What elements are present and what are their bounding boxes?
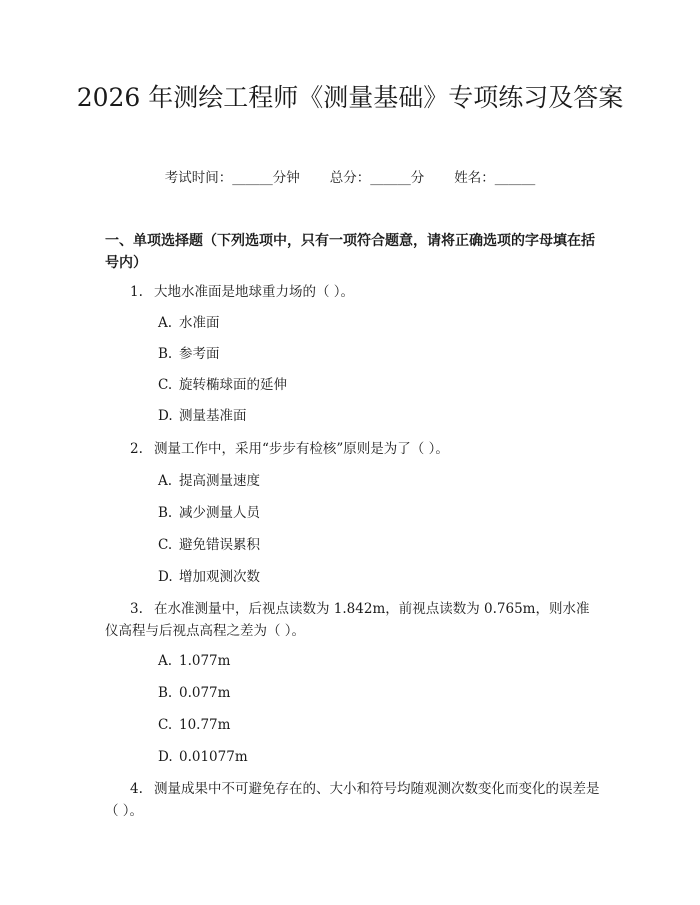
exam-meta bbox=[0, 168, 700, 188]
option-2d bbox=[158, 567, 598, 587]
question-3 bbox=[105, 598, 600, 642]
option-letter: B. bbox=[158, 505, 173, 521]
question-text: 大地水准面是地球重力场的（ ）。 bbox=[154, 284, 355, 300]
option-text: 水准面 bbox=[179, 315, 220, 331]
candidate-name: 姓名：______ bbox=[454, 170, 536, 186]
option-3c bbox=[158, 715, 598, 735]
option-letter: D. bbox=[158, 569, 173, 585]
question-text: 测量成果中不可避免存在的、大小和符号均随观测次数变化而变化的误差是（ ）。 bbox=[105, 781, 600, 819]
option-letter: D. bbox=[158, 408, 173, 424]
option-letter: A. bbox=[158, 653, 173, 669]
option-text: 避免错误累积 bbox=[179, 537, 260, 553]
option-3b bbox=[158, 683, 598, 703]
option-letter: A. bbox=[158, 473, 173, 489]
option-letter: C. bbox=[158, 537, 173, 553]
question-number: 4. bbox=[130, 781, 143, 797]
question-number: 1. bbox=[130, 284, 143, 300]
question-text: 测量工作中，采用“步步有检核”原则是为了（ ）。 bbox=[154, 441, 449, 457]
option-letter: C. bbox=[158, 717, 173, 733]
option-text: 0.01077m bbox=[179, 749, 248, 765]
section-heading: 一、单项选择题（下列选项中，只有一项符合题意，请将正确选项的字母填在括号内） bbox=[105, 233, 595, 271]
question-2 bbox=[105, 438, 600, 460]
option-letter: B. bbox=[158, 346, 173, 362]
option-text: 减少测量人员 bbox=[179, 505, 260, 521]
total-score: 总分：______分 bbox=[329, 170, 425, 186]
option-1c bbox=[158, 375, 598, 395]
option-text: 10.77m bbox=[179, 717, 231, 733]
question-number: 2. bbox=[130, 441, 143, 457]
option-2c bbox=[158, 535, 598, 555]
option-letter: A. bbox=[158, 315, 173, 331]
option-1a bbox=[158, 313, 598, 333]
option-letter: C. bbox=[158, 377, 173, 393]
option-text: 旋转椭球面的延伸 bbox=[179, 377, 287, 393]
option-letter: D. bbox=[158, 749, 173, 765]
option-1b bbox=[158, 344, 598, 364]
question-1 bbox=[105, 281, 600, 303]
question-number: 3. bbox=[130, 601, 143, 617]
option-2b bbox=[158, 503, 598, 523]
option-text: 提高测量速度 bbox=[179, 473, 260, 489]
option-text: 1.077m bbox=[179, 653, 231, 669]
option-text: 参考面 bbox=[179, 346, 220, 362]
option-letter: B. bbox=[158, 685, 173, 701]
question-text: 在水准测量中，后视点读数为 1.842m，前视点读数为 0.765m，则水准仪高程与后视点高程之差为（ ）。 bbox=[105, 601, 590, 639]
option-text: 0.077m bbox=[179, 685, 231, 701]
exam-time: 考试时间：______分钟 bbox=[164, 170, 300, 186]
option-1d bbox=[158, 406, 598, 426]
option-text: 测量基准面 bbox=[179, 408, 247, 424]
option-2a bbox=[158, 471, 598, 491]
option-3a bbox=[158, 651, 598, 671]
document-title: 2026 年测绘工程师《测量基础》专项练习及答案 bbox=[76, 83, 624, 112]
option-3d bbox=[158, 747, 598, 767]
option-text: 增加观测次数 bbox=[179, 569, 260, 585]
question-4 bbox=[105, 778, 600, 822]
